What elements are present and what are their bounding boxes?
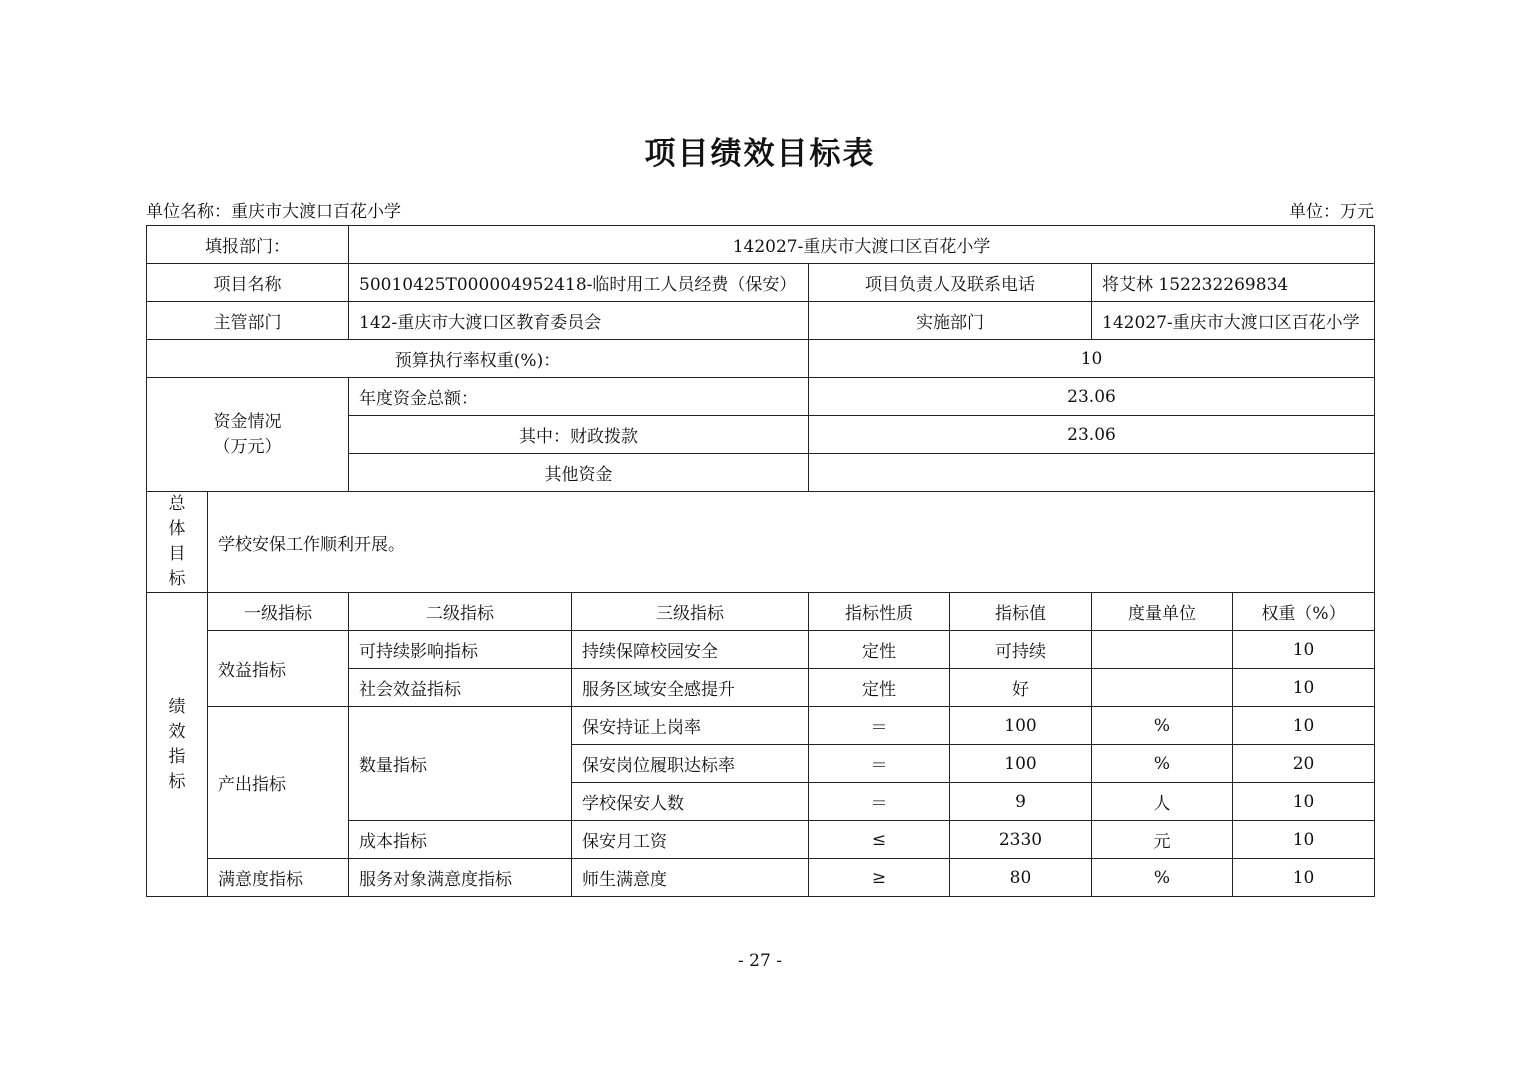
weight-cell: 10: [1233, 859, 1375, 897]
header-level3: 三级指标: [572, 593, 809, 631]
supervisor-label: 主管部门: [147, 302, 349, 340]
funds-total-row: [147, 378, 1375, 416]
unit-cell: [1092, 669, 1233, 707]
project-name-value: 50010425T000004952418-临时用工人员经费（保安）: [349, 264, 809, 302]
indicator-char: 指: [168, 746, 186, 767]
funds-label: [147, 378, 349, 492]
weight-cell: 10: [1233, 783, 1375, 821]
weight-cell: 10: [1233, 669, 1375, 707]
supervisor-value: 142-重庆市大渡口区教育委员会: [349, 302, 809, 340]
page-number: - 27 -: [738, 951, 782, 971]
funds-other-label: 其他资金: [349, 454, 809, 492]
fill-dept-row: [147, 226, 1375, 264]
value-cell: 好: [950, 669, 1092, 707]
overall-goal-label: [147, 492, 208, 593]
unit-name: 单位名称：重庆市大渡口百花小学: [146, 202, 401, 222]
funds-fiscal-label: 其中：财政拨款: [349, 416, 809, 454]
budget-weight-label: 预算执行率权重(%)：: [147, 340, 809, 378]
unit-cell: %: [1092, 859, 1233, 897]
goal-char: 目: [168, 544, 186, 564]
goal-char: 标: [168, 569, 186, 589]
level3-cell: 学校保安人数: [572, 783, 809, 821]
value-cell: 100: [950, 745, 1092, 783]
indicator-header-row: [147, 593, 1375, 631]
table-row: [147, 631, 1375, 669]
performance-target-table: [146, 225, 1375, 897]
level2-social: 社会效益指标: [349, 669, 572, 707]
level2-service: 服务对象满意度指标: [349, 859, 572, 897]
table-row: [147, 707, 1375, 745]
value-cell: 2330: [950, 821, 1092, 859]
level3-cell: 保安持证上岗率: [572, 707, 809, 745]
unit-cell: 人: [1092, 783, 1233, 821]
overall-goal-row: [147, 492, 1375, 593]
level3-cell: 服务区域安全感提升: [572, 669, 809, 707]
header-level2: 二级指标: [349, 593, 572, 631]
project-name-label: 项目名称: [147, 264, 349, 302]
level3-cell: 师生满意度: [572, 859, 809, 897]
budget-weight-value: 10: [809, 340, 1375, 378]
fill-dept-label: 填报部门：: [147, 226, 349, 264]
nature-cell: 定性: [809, 669, 950, 707]
project-name-row: [147, 264, 1375, 302]
goal-char: 总: [168, 494, 186, 514]
funds-label-line2: （万元）: [213, 436, 282, 457]
overall-goal-text: 学校安保工作顺利开展。: [208, 492, 1375, 593]
page-title: 项目绩效目标表: [644, 136, 876, 172]
funds-total-value: 23.06: [809, 378, 1375, 416]
weight-cell: 10: [1233, 821, 1375, 859]
nature-cell: ＝: [809, 707, 950, 745]
supervisor-row: [147, 302, 1375, 340]
level1-satisfaction: 满意度指标: [208, 859, 349, 897]
header-level1: 一级指标: [208, 593, 349, 631]
unit-cell: %: [1092, 745, 1233, 783]
indicator-char: 标: [168, 771, 186, 792]
level3-cell: 持续保障校园安全: [572, 631, 809, 669]
nature-cell: 定性: [809, 631, 950, 669]
nature-cell: ＝: [809, 783, 950, 821]
unit-cell: %: [1092, 707, 1233, 745]
indicator-char: 绩: [168, 696, 186, 717]
weight-cell: 10: [1233, 707, 1375, 745]
currency-unit: 单位：万元: [1289, 202, 1374, 222]
funds-label-line1: 资金情况: [213, 411, 282, 432]
unit-cell: [1092, 631, 1233, 669]
funds-total-label: 年度资金总额：: [349, 378, 809, 416]
contact-value: 将艾林 152232269834: [1092, 264, 1375, 302]
goal-char: 体: [168, 519, 186, 539]
weight-cell: 10: [1233, 631, 1375, 669]
fill-dept-value: 142027-重庆市大渡口区百花小学: [349, 226, 1375, 264]
unit-cell: 元: [1092, 821, 1233, 859]
nature-cell: ＝: [809, 745, 950, 783]
contact-label: 项目负责人及联系电话: [809, 264, 1092, 302]
value-cell: 80: [950, 859, 1092, 897]
impl-dept-label: 实施部门: [809, 302, 1092, 340]
funds-fiscal-value: 23.06: [809, 416, 1375, 454]
indicator-char: 效: [168, 721, 186, 742]
value-cell: 可持续: [950, 631, 1092, 669]
header-weight: 权重（%）: [1233, 593, 1375, 631]
funds-other-value: [809, 454, 1375, 492]
level3-cell: 保安岗位履职达标率: [572, 745, 809, 783]
level1-output: 产出指标: [208, 707, 349, 859]
impl-dept-value: 142027-重庆市大渡口区百花小学: [1092, 302, 1375, 340]
header-nature: 指标性质: [809, 593, 950, 631]
header-unit: 度量单位: [1092, 593, 1233, 631]
value-cell: 100: [950, 707, 1092, 745]
weight-cell: 20: [1233, 745, 1375, 783]
table-row: [147, 859, 1375, 897]
nature-cell: ≤: [809, 821, 950, 859]
level3-cell: 保安月工资: [572, 821, 809, 859]
level1-benefit: 效益指标: [208, 631, 349, 707]
nature-cell: ≥: [809, 859, 950, 897]
level2-sustain: 可持续影响指标: [349, 631, 572, 669]
header-value: 指标值: [950, 593, 1092, 631]
value-cell: 9: [950, 783, 1092, 821]
level2-quantity: 数量指标: [349, 707, 572, 821]
performance-indicator-label: [147, 593, 208, 897]
level2-cost: 成本指标: [349, 821, 572, 859]
budget-weight-row: [147, 340, 1375, 378]
